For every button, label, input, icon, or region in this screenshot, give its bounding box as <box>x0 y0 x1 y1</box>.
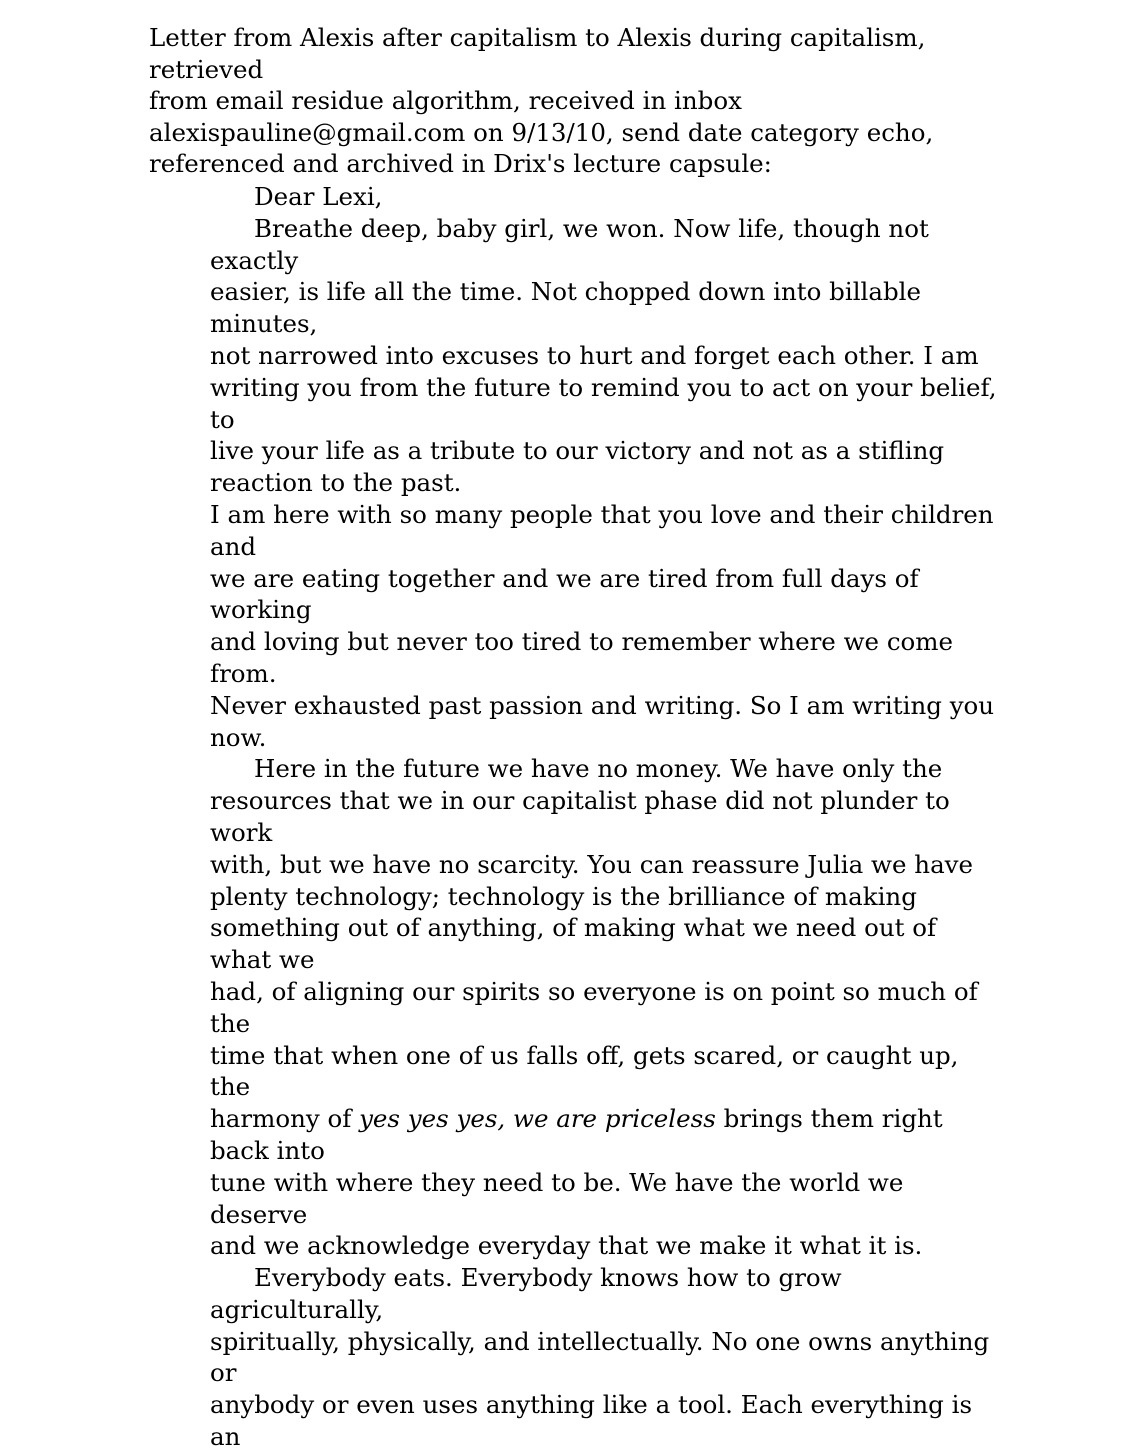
letter-line: tune with where they need to be. We have the world we deserve <box>210 1167 904 1229</box>
letter-paragraph-1 <box>210 213 1000 499</box>
harmony-prefix: harmony of <box>210 1104 360 1134</box>
letter-paragraph-2 <box>210 499 1000 753</box>
letter-line: now. <box>210 722 267 752</box>
archive-note <box>149 22 989 180</box>
letter-line: and we acknowledge everyday that we make it what it is. <box>210 1231 923 1261</box>
letter-line: easier, is life all the time. Not chopped down into billable minutes, <box>210 277 921 339</box>
letter-line: live your life as a tribute to our victory and not as a stifling <box>210 436 945 466</box>
letter-line: resources that we in our capitalist phase did not plunder to work <box>210 786 950 847</box>
letter-line: reaction to the past. <box>210 468 462 498</box>
letter-line: writing you from the future to remind you to act on your belief, to <box>210 372 997 434</box>
letter-paragraph-3 <box>210 753 1000 1262</box>
letter-line: I am here with so many people that you love and their children and <box>210 499 994 561</box>
letter-line: and loving but never too tired to remember where we come from. <box>210 627 954 688</box>
letter-line: time that when one of us falls off, gets scared, or caught up, the <box>210 1040 959 1102</box>
letter-line: anybody or even uses anything like a tool. Each everything is an <box>210 1390 973 1452</box>
letter-line: had, of aligning our spirits so everyone is on point so much of the <box>210 976 978 1038</box>
letter-line: Here in the future we have no money. We have only the <box>254 754 943 784</box>
archive-note-line: from email residue algorithm, received in inbox <box>149 86 742 116</box>
archive-note-line: Letter from Alexis after capitalism to Alexis during capitalism, retrieved <box>149 23 926 84</box>
letter-body <box>210 181 1000 1453</box>
letter-line: with, but we have no scarcity. You can reassure Julia we have <box>210 849 974 879</box>
harmony-suffix: brings them right back into <box>210 1104 943 1165</box>
letter-line: Everybody eats. Everybody knows how to grow agriculturally, <box>210 1263 842 1324</box>
letter-line: Breathe deep, baby girl, we won. Now life, though not exactly <box>210 213 929 275</box>
letter-salutation: Dear Lexi, <box>254 182 383 211</box>
letter-line: Never exhausted past passion and writing. So I am writing you <box>210 690 995 720</box>
letter-line-harmony <box>210 1104 943 1165</box>
letter-line: not narrowed into excuses to hurt and forget each other. I am <box>210 340 979 370</box>
letter-line: spiritually, physically, and intellectually. No one owns anything or <box>210 1326 990 1388</box>
letter-line: something out of anything, of making what we need out of what we <box>210 913 937 975</box>
letter-line: we are eating together and we are tired from full days of working <box>210 563 919 625</box>
archive-note-line: alexispauline@gmail.com on 9/13/10, send date category echo, <box>149 117 934 147</box>
letter-line: plenty technology; technology is the brilliance of making <box>210 881 917 911</box>
letter-paragraph-4 <box>210 1262 1000 1453</box>
priceless-phrase: yes yes yes, we are priceless <box>359 1104 716 1134</box>
archive-note-line: referenced and archived in Drix's lecture capsule: <box>149 149 772 179</box>
